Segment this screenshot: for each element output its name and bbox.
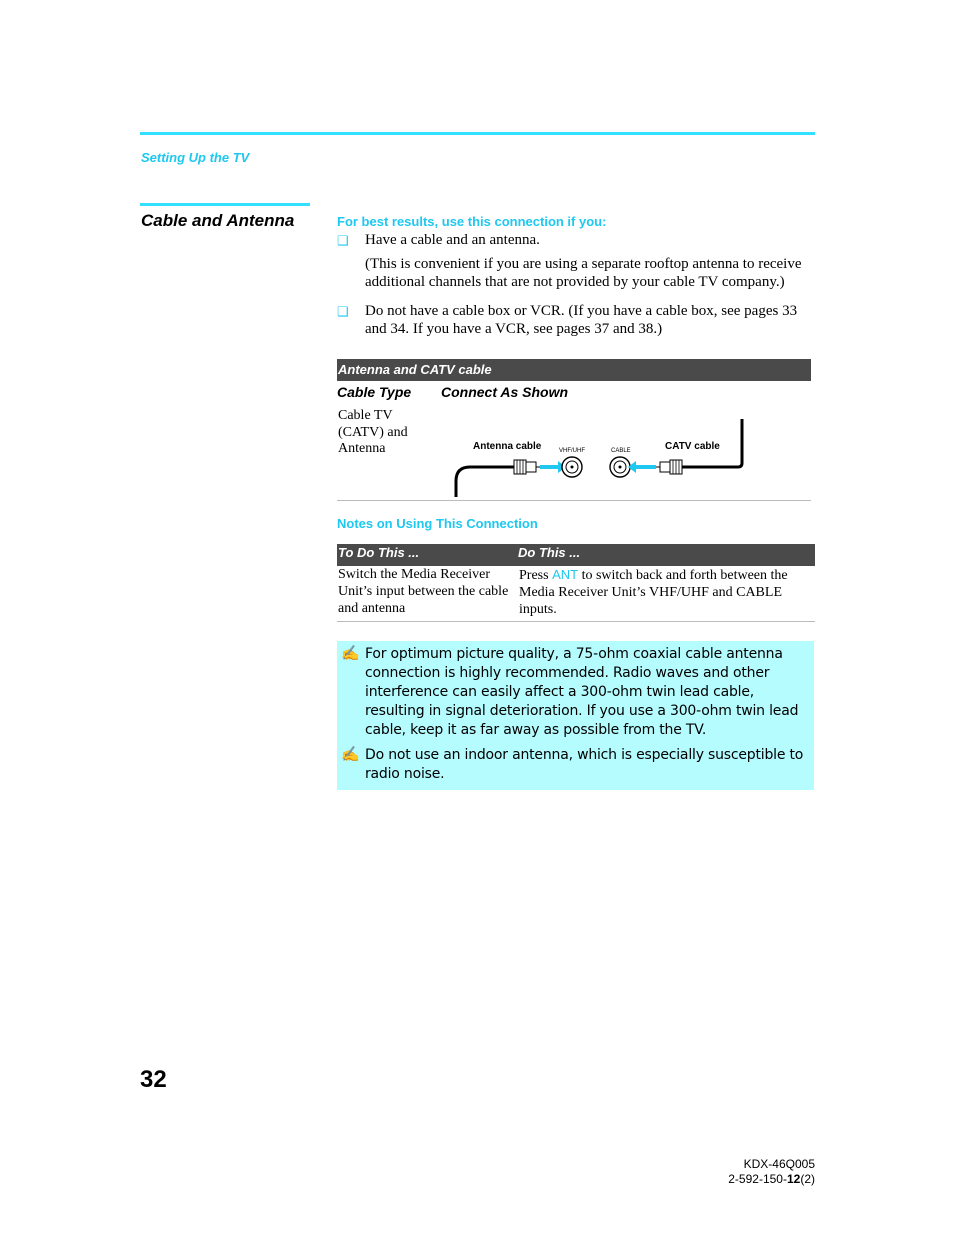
col-connect-as-shown: Connect As Shown — [441, 384, 569, 400]
notes-divider — [337, 621, 815, 622]
intro-item-1: Have a cable and an antenna. — [365, 232, 540, 248]
antenna-cable-label: Antenna cable — [473, 441, 542, 452]
running-head: Setting Up the TV — [141, 150, 250, 165]
col-cable-type: Cable Type — [337, 384, 412, 400]
section-title: Cable and Antenna — [141, 211, 295, 230]
document-code: 2-592-150-12(2) — [728, 1172, 815, 1186]
model-number: KDX-46Q005 — [743, 1157, 815, 1171]
table-divider — [337, 500, 811, 501]
notes-row-todo: Switch the Media Receiver Unit’s input between the cable and antenna — [338, 567, 509, 616]
vhf-uhf-label: VHF/UHF — [559, 448, 585, 454]
notes-row-dothis — [519, 566, 809, 618]
bullet-icon: ❑ — [337, 304, 349, 319]
col-do-this: Do This ... — [518, 545, 581, 560]
col-to-do-this: To Do This ... — [338, 545, 420, 560]
cable-jack-icon — [610, 457, 630, 477]
intro-heading: For best results, use this connection if you: — [337, 214, 607, 229]
footer — [700, 1157, 815, 1187]
intro-item-2: Do not have a cable box or VCR. (If you have a cable box, see pages 33 and 34. If you have a VCR, see pages 37 and 38.) — [365, 303, 798, 337]
notes-heading: Notes on Using This Connection — [337, 516, 538, 531]
tip-2: Do not use an indoor antenna, which is especially susceptible to radio noise. — [365, 747, 804, 782]
bullet-icon: ❑ — [337, 233, 349, 248]
tip-1: For optimum picture quality, a 75-ohm coaxial cable antenna connection is highly recommended. Radio waves and other interference can easily affect a 300-ohm twin lead cable, resulting in signal deterioration. If you use a 300-ohm twin lead cable, keep it as far away as possible from the TV. — [365, 646, 799, 738]
cable-jack-label: CABLE — [611, 448, 631, 454]
section-rule — [140, 203, 310, 206]
antenna-cable-line — [456, 467, 514, 497]
antenna-connector-icon — [514, 460, 540, 474]
page-number: 32 — [140, 1066, 167, 1093]
press-text: Press — [519, 568, 549, 583]
connection-table-title: Antenna and CATV cable — [337, 359, 811, 381]
press-rest-text: to switch back and forth between the Media Receiver Unit’s VHF/UHF and CABLE inputs. — [519, 568, 788, 617]
catv-cable-label: CATV cable — [665, 441, 720, 452]
ant-button-label: ANT — [552, 567, 579, 582]
catv-connector-icon — [656, 460, 682, 474]
pencil-note-icon: ✍ — [341, 646, 360, 662]
connection-diagram — [450, 415, 750, 501]
top-rule — [140, 132, 815, 135]
intro-item-1-sub: (This is convenient if you are using a separate rooftop antenna to receive additional channels that are not provided by your cable TV company.) — [365, 256, 802, 290]
vhf-uhf-jack-icon — [562, 457, 582, 477]
pencil-note-icon: ✍ — [341, 747, 360, 763]
cable-type-value: Cable TV (CATV) and Antenna — [338, 408, 408, 456]
